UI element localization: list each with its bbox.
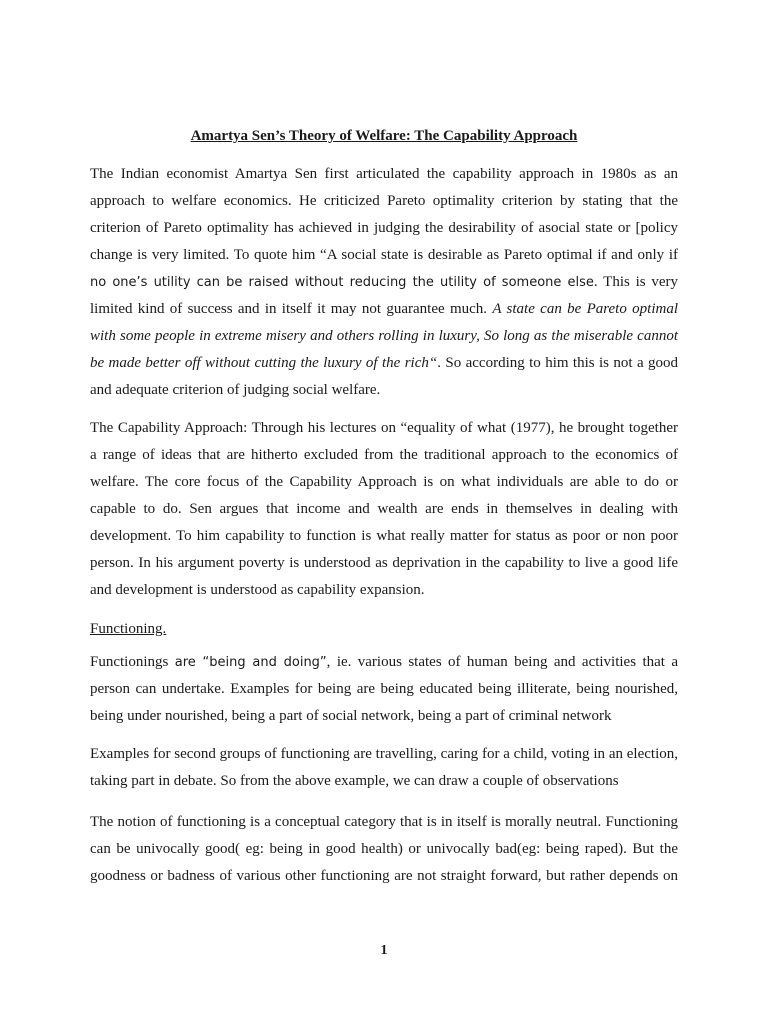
paragraph-pareto-italic-quote: A state can be Pareto optimal with some people in extreme misery and others rolling in luxury, So long as the miserable cannot be made better off without cutting the luxury of the rich“ — [90, 301, 678, 371]
page-number: 1 — [380, 943, 388, 958]
paragraph-notion-of-functioning: The notion of functioning is a conceptual category that is in itself is morally neutral. Functioning can be univocally good( eg: being in good health) or univocally bad(eg: being raped). But the goodness or badness of various other functioning are not straight forward, but rather depends on — [90, 814, 678, 884]
paragraph-functionings — [90, 649, 678, 730]
paragraph-capability-approach: The Capability Approach: Through his lectures on “equality of what (1977), he brought together a range of ideas that are hitherto excluded from the traditional approach to the economics of welfare. The core focus of the Capability Approach is on what individuals are able to do or capable to do. Sen argues that income and wealth are ends in themselves in dealing with development. To him capability to function is what really matter for status as poor or non poor person. In his argument poverty is understood as deprivation in the capability to live a good life and development is understood as capability expansion. — [90, 420, 678, 598]
paragraph-examples: Examples for second groups of functioning are travelling, caring for a child, voting in an election, taking part in debate. So from the above example, we can draw a couple of observations — [90, 746, 678, 789]
paragraph-pareto — [90, 161, 678, 404]
paragraph-pareto-part-a: The Indian economist Amartya Sen first articulated the capability approach in 1980s as an approach to welfare economics. He criticized Pareto optimality criterion by stating that the criterion of Pareto optimality has achieved in judging the desirability of asocial state or [policy change is very limited. To quote him “A social state is desirable as Pareto optimal if and only if — [90, 166, 678, 263]
document-title: Amartya Sen’s Theory of Welfare: The Capability Approach — [190, 128, 578, 144]
paragraph-functionings-being-doing: are “being and doing” — [174, 655, 327, 670]
paragraph-pareto-part-c: . This is very limited kind of success and in itself it may not guarantee much. — [90, 274, 678, 317]
paragraph-functionings-part-c: , ie. various states of human being and activities that a person can undertake. Examples for being are being educated being illiterate, being nourished, being under nourished, being a part of social network, being a part of criminal network — [90, 654, 678, 724]
paragraph-pareto-part-e: . So according to him this is not a good and adequate criterion of judging social welfare. — [90, 355, 679, 398]
paragraph-pareto-quote: no one’s utility can be raised without reducing the utility of someone else — [90, 275, 594, 290]
section-heading-functioning: Functioning. — [90, 621, 167, 637]
paragraph-functionings-part-a: Functionings — [90, 654, 175, 670]
